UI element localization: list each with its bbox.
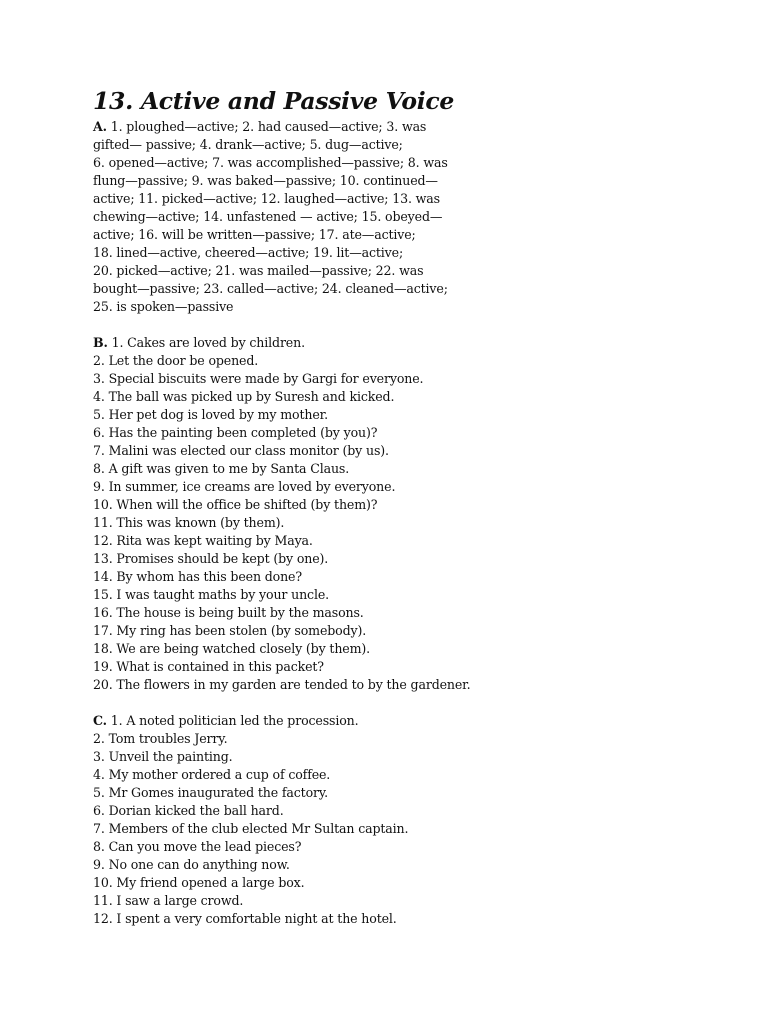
section-b-line-20: 20. The flowers in my garden are tended to by the gardener. xyxy=(93,677,471,692)
section-b-line-9: 9. In summer, ice creams are loved by everyone. xyxy=(93,479,396,494)
section-b-line-16: 16. The house is being built by the masons. xyxy=(93,605,364,620)
section-b xyxy=(93,334,733,694)
section-b-line-17: 17. My ring has been stolen (by somebody). xyxy=(93,623,367,638)
section-c-line-2: 2. Tom troubles Jerry. xyxy=(93,731,228,746)
section-a-line-3: 6. opened—active; 7. was accomplished—passive; 8. was xyxy=(93,155,448,170)
section-spacer xyxy=(93,316,733,334)
section-c-line-6: 6. Dorian kicked the ball hard. xyxy=(93,803,284,818)
section-c-line-9: 9. No one can do anything now. xyxy=(93,857,290,872)
section-b-line-10: 10. When will the office be shifted (by them)? xyxy=(93,497,378,512)
section-b-line-13: 13. Promises should be kept (by one). xyxy=(93,551,329,566)
section-a-line-7: active; 16. will be written—passive; 17. ate—active; xyxy=(93,227,416,242)
section-c-line-4: 4. My mother ordered a cup of coffee. xyxy=(93,767,331,782)
section-b-line-8: 8. A gift was given to me by Santa Claus. xyxy=(93,461,350,476)
section-a-line-2: gifted— passive; 4. drank—active; 5. dug—active; xyxy=(93,137,403,152)
section-b-line-1: B. 1. Cakes are loved by children. xyxy=(93,335,305,350)
section-c xyxy=(93,712,733,928)
section-a xyxy=(93,118,733,316)
section-a-line-11: 25. is spoken—passive xyxy=(93,299,234,314)
section-b-label: B. xyxy=(93,335,108,350)
section-b-line-4: 4. The ball was picked up by Suresh and kicked. xyxy=(93,389,395,404)
section-a-label: A. xyxy=(93,119,107,134)
section-b-line-15: 15. I was taught maths by your uncle. xyxy=(93,587,329,602)
section-c-line-12: 12. I spent a very comfortable night at the hotel. xyxy=(93,911,397,926)
section-a-line-10: bought—passive; 23. called—active; 24. cleaned—active; xyxy=(93,281,448,296)
section-c-line-7: 7. Members of the club elected Mr Sultan captain. xyxy=(93,821,409,836)
document-page xyxy=(93,84,733,928)
section-c-line-11: 11. I saw a large crowd. xyxy=(93,893,244,908)
section-a-line-1: A. 1. ploughed—active; 2. had caused—active; 3. was xyxy=(93,119,427,134)
section-b-line-11: 11. This was known (by them). xyxy=(93,515,285,530)
section-b-line-3: 3. Special biscuits were made by Gargi for everyone. xyxy=(93,371,424,386)
section-spacer xyxy=(93,694,733,712)
section-a-line-6: chewing—active; 14. unfastened — active; 15. obeyed— xyxy=(93,209,443,224)
section-b-line-18: 18. We are being watched closely (by them). xyxy=(93,641,370,656)
section-a-line-8: 18. lined—active, cheered—active; 19. lit—active; xyxy=(93,245,404,260)
section-a-line-9: 20. picked—active; 21. was mailed—passive; 22. was xyxy=(93,263,424,278)
section-c-line-8: 8. Can you move the lead pieces? xyxy=(93,839,302,854)
section-b-line-2: 2. Let the door be opened. xyxy=(93,353,259,368)
section-a-line-4: flung—passive; 9. was baked—passive; 10. continued— xyxy=(93,173,438,188)
section-c-label: C. xyxy=(93,713,107,728)
section-c-line-5: 5. Mr Gomes inaugurated the factory. xyxy=(93,785,329,800)
page-title: 13. Active and Passive Voice xyxy=(93,87,455,115)
section-a-line-5: active; 11. picked—active; 12. laughed—active; 13. was xyxy=(93,191,440,206)
section-b-line-12: 12. Rita was kept waiting by Maya. xyxy=(93,533,313,548)
section-b-line-19: 19. What is contained in this packet? xyxy=(93,659,324,674)
section-c-line-3: 3. Unveil the painting. xyxy=(93,749,233,764)
section-b-line-14: 14. By whom has this been done? xyxy=(93,569,302,584)
section-b-line-7: 7. Malini was elected our class monitor (by us). xyxy=(93,443,389,458)
section-b-line-6: 6. Has the painting been completed (by you)? xyxy=(93,425,378,440)
section-c-line-10: 10. My friend opened a large box. xyxy=(93,875,305,890)
section-c-line-1: C. 1. A noted politician led the procession. xyxy=(93,713,359,728)
section-b-line-5: 5. Her pet dog is loved by my mother. xyxy=(93,407,328,422)
